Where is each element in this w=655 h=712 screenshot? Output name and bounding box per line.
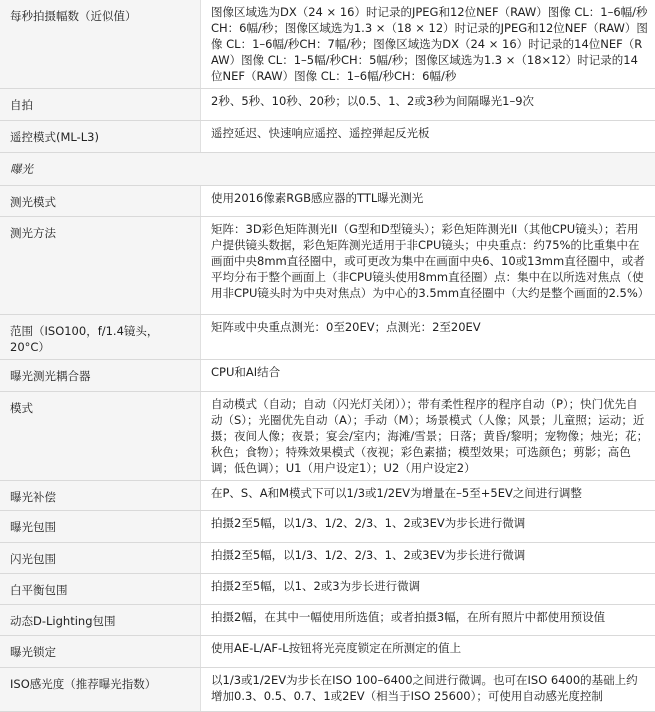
spec-value-text: 图像区域选为DX（24 × 16）时记录的JPEG和12位NEF（RAW）图像 CL：1–6幅/秒CH：6幅/秒；图像区域选为1.3 ×（18 × 12）时记录的JPEG和12位NEF（RAW）图像 CL：1–6幅/秒CH：7幅/秒；图像区域选为DX（24 × 16）时记录的14位NEF（RAW）图像 CL：1–5幅/秒CH：5幅/秒；图像区域选为1.3 ×（18×12）时记录的14位NEF（RAW）图像 CL：1–6幅/秒CH：6幅/秒	[211, 4, 649, 84]
spec-label: 白平衡包围	[0, 574, 201, 605]
spec-value-text: 拍摄2至5幅，以1/3、1/2、2/3、1、2或3EV为步长进行微调	[211, 547, 649, 563]
spec-value-text: 2秒、5秒、10秒、20秒；以0.5、1、2或3秒为间隔曝光1–9次	[211, 93, 649, 109]
spec-label: 动态D-Lighting包围	[0, 605, 201, 636]
spec-row	[0, 315, 655, 360]
spec-row	[0, 605, 655, 636]
spec-value-text: 在P、S、A和M模式下可以1/3或1/2EV为增量在–5至+5EV之间进行调整	[211, 485, 649, 501]
spec-row	[0, 668, 655, 712]
spec-value	[201, 217, 655, 315]
spec-value	[201, 543, 655, 574]
spec-row	[0, 89, 655, 121]
spec-label: 闪光包围	[0, 543, 201, 574]
spec-value-text: 使用AE-L/AF-L按钮将光亮度锁定在所测定的值上	[211, 640, 649, 656]
spec-value-text: 拍摄2幅，在其中一幅使用所选值；或者拍摄3幅，在所有照片中都使用预设值	[211, 609, 649, 625]
spec-label: 每秒拍摄幅数（近似值）	[0, 0, 201, 89]
spec-value	[201, 360, 655, 392]
spec-value	[201, 574, 655, 605]
spec-label: ISO感光度（推荐曝光指数）	[0, 668, 201, 712]
spec-value-text: 矩阵或中央重点测光：0至20EV；点测光：2至20EV	[211, 319, 649, 335]
spec-value	[201, 315, 655, 360]
section-header-row	[0, 153, 655, 186]
spec-value	[201, 121, 655, 153]
spec-value	[201, 605, 655, 636]
spec-row	[0, 360, 655, 392]
spec-row	[0, 636, 655, 668]
spec-value-text: 拍摄2至5幅，以1/3、1/2、2/3、1、2或3EV为步长进行微调	[211, 515, 649, 531]
spec-label: 测光模式	[0, 186, 201, 217]
spec-value-text: 以1/3或1/2EV为步长在ISO 100–6400之间进行微调。也可在ISO 6400的基础上约增加0.3、0.5、0.7、1或2EV（相当于ISO 25600）；可使用自动感光度控制	[211, 672, 649, 704]
section-title: 曝光	[0, 153, 655, 186]
spec-value	[201, 0, 655, 89]
spec-row	[0, 511, 655, 543]
spec-label: 曝光锁定	[0, 636, 201, 668]
spec-value-text: 矩阵：3D彩色矩阵测光II（G型和D型镜头）；彩色矩阵测光II（其他CPU镜头）；若用户提供镜头数据，彩色矩阵测光适用于非CPU镜头；中央重点：约75%的比重集中在画面中央8mm直径圈中，或可更改为集中在画面中央6、10或13mm直径圈中，或者平均分布于整个画面上（非CPU镜头使用8mm直径圈）点：集中在以所选对焦点（使用非CPU镜头时为中央对焦点）为中心的3.5mm直径圈中（大约是整个画面的2.5%）	[211, 221, 649, 301]
spec-label: 曝光包围	[0, 511, 201, 543]
spec-label: 自拍	[0, 89, 201, 121]
spec-value	[201, 511, 655, 543]
spec-value-text: 拍摄2至5幅，以1、2或3为步长进行微调	[211, 578, 649, 594]
spec-label: 测光方法	[0, 217, 201, 315]
spec-row	[0, 217, 655, 315]
spec-value-text: CPU和AI结合	[211, 364, 649, 380]
spec-row	[0, 543, 655, 574]
spec-value-text: 遥控延迟、快速响应遥控、遥控弹起反光板	[211, 125, 649, 141]
spec-value	[201, 89, 655, 121]
spec-row	[0, 121, 655, 153]
spec-row	[0, 0, 655, 89]
spec-value	[201, 186, 655, 217]
spec-value	[201, 636, 655, 668]
spec-value	[201, 481, 655, 511]
spec-label: 模式	[0, 392, 201, 481]
spec-row	[0, 481, 655, 511]
spec-label: 曝光测光耦合器	[0, 360, 201, 392]
spec-row	[0, 186, 655, 217]
spec-value-text: 使用2016像素RGB感应器的TTL曝光测光	[211, 190, 649, 206]
spec-value	[201, 668, 655, 712]
spec-value	[201, 392, 655, 481]
spec-row	[0, 574, 655, 605]
spec-label: 曝光补偿	[0, 481, 201, 511]
spec-label: 范围（ISO100，f/1.4镜头，20°C）	[0, 315, 201, 360]
spec-row	[0, 392, 655, 481]
spec-label: 遥控模式(ML-L3)	[0, 121, 201, 153]
spec-value-text: 自动模式（自动；自动（闪光灯关闭））；带有柔性程序的程序自动（P）；快门优先自动（S）；光圈优先自动（A）；手动（M）；场景模式（人像；风景；儿童照；运动；近摄；夜间人像；夜景；宴会/室内；海滩/雪景；日落；黄昏/黎明；宠物像；烛光；花；秋色；食物）；特殊效果模式（夜视；彩色素描；模型效果；可选颜色；剪影；高色调；低色调）；U1（用户设定1）；U2（用户设定2）	[211, 396, 649, 476]
